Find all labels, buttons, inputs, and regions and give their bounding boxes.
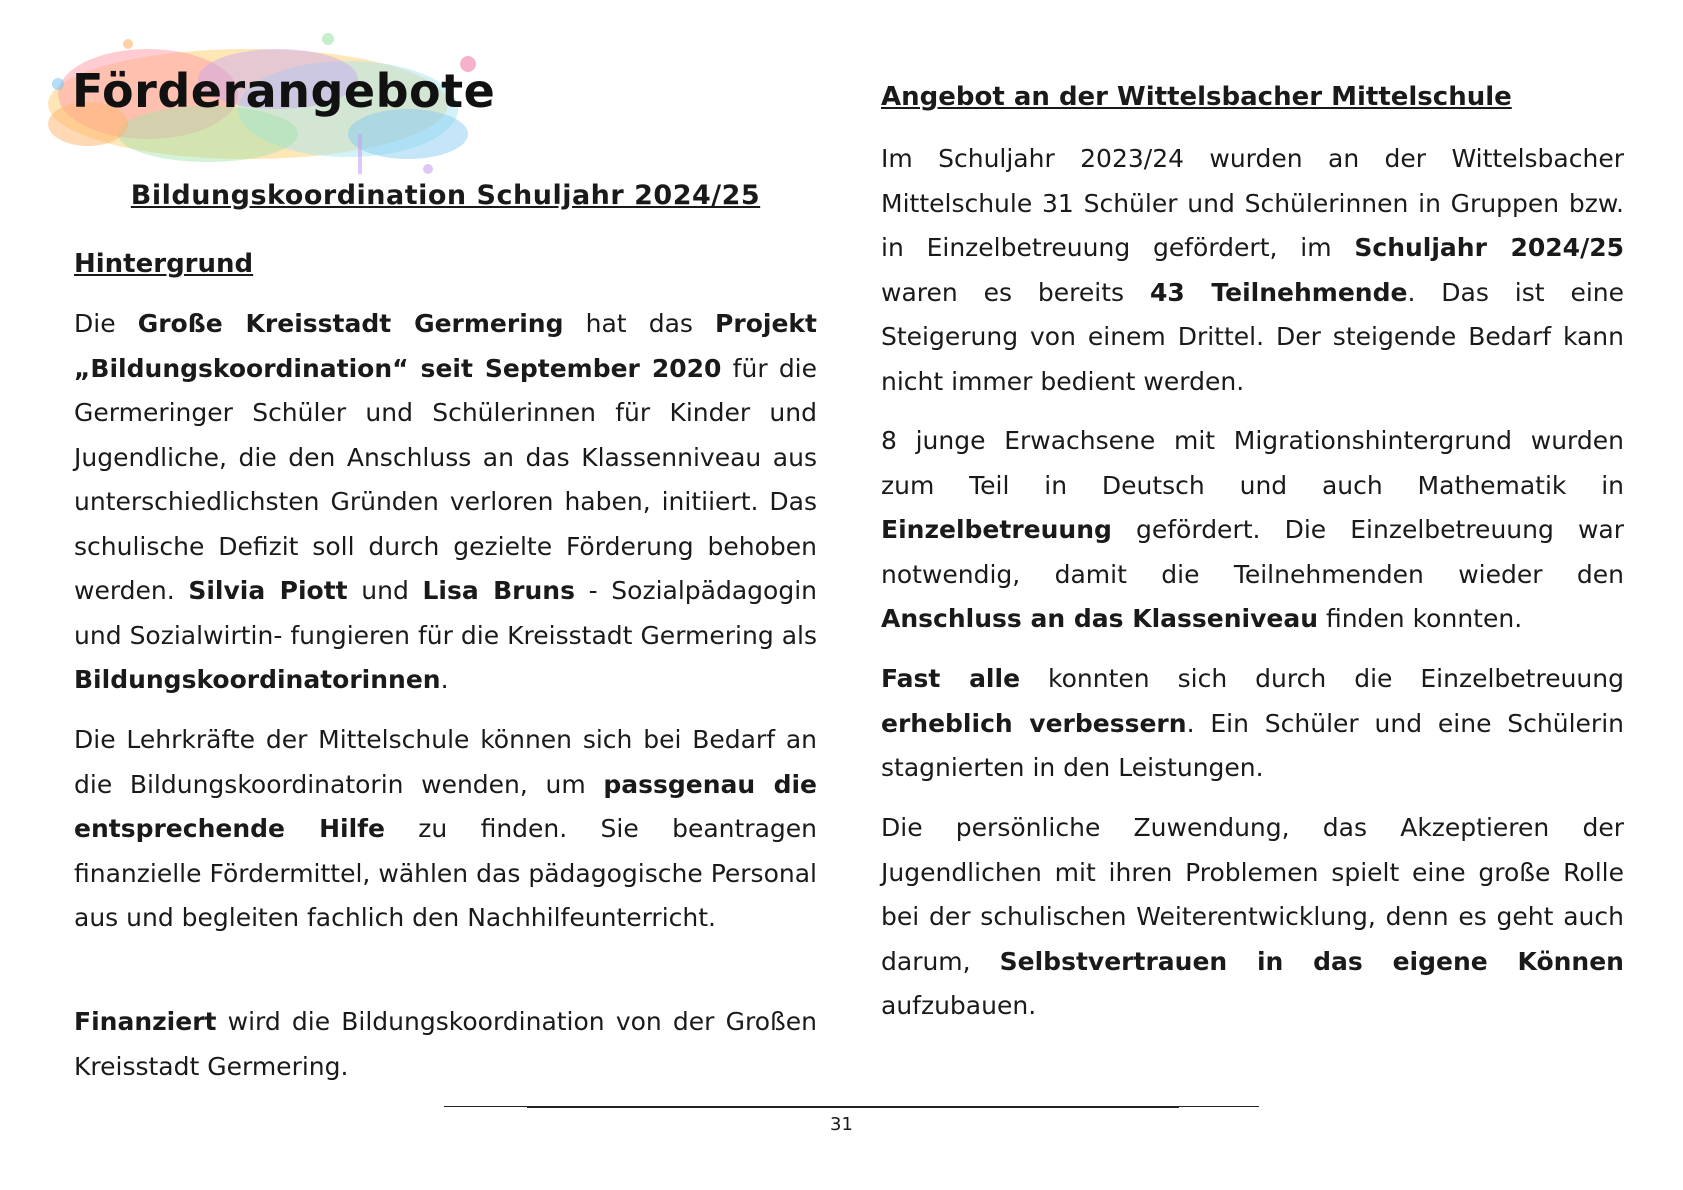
bold-text: Anschluss an das Klasseniveau [881,604,1319,633]
text-run: . Ein Schüler und eine Schülerin stagnierten in den Leistungen. [881,708,1624,782]
bold-text: Lisa Bruns [422,576,575,605]
text-run: . Das ist eine Steigerung von einem Drittel. Der steigende Bedarf kann nicht immer bedient werden. [881,277,1624,396]
text-run: konnten sich durch die Einzelbetreuung [1020,664,1624,693]
paragraph [881,137,1624,404]
heading-angebot: Angebot an der Wittelsbacher Mittelschule [881,82,1512,112]
paragraph [74,1000,817,1089]
paragraph [881,806,1624,1029]
bold-text: Finanziert [74,1007,217,1036]
footer-divider-bold [527,1106,1179,1108]
text-run: wird die Bildungskoordination von der Großen Kreisstadt Germering. [74,1007,817,1081]
paragraph [74,302,817,703]
text-run: für die Germeringer Schüler und Schülerinnen für Kinder und Jugendliche, die den Anschluss an das Klassenniveau aus unterschiedlichsten Gründen verloren haben, initiiert. Das schulische Defizit soll durch gezielte Förderung behoben werden. [74,353,818,605]
bold-text: 43 Teilnehmende [1149,277,1408,307]
bold-text: passgenau die entsprechende Hilfe [74,769,817,843]
bold-text: Bildungskoordinatorinnen [74,665,441,694]
text-run: aufzubauen. [881,991,1037,1020]
paragraph [881,419,1624,642]
page-subtitle: Bildungskoordination Schuljahr 2024/25 [130,180,761,211]
bold-text: Schuljahr 2024/25 [1354,233,1624,262]
text-run: Im Schuljahr 2023/24 wurden an der Wittelsbacher Mittelschule 31 Schüler und Schülerinnen in Gruppen bzw. in Einzelbetreuung gefördert, im [881,144,1624,262]
bold-text: Einzelbetreuung [881,515,1112,544]
paragraph [881,657,1624,791]
text-run: gefördert. Die Einzelbetreuung war notwendig, damit die Teilnehmenden wieder den [881,515,1624,589]
text-run: zu finden. Sie beantragen finanzielle Fördermittel, wählen das pädagogische Personal aus und begleiten fachlich den Nachhilfeunterricht. [74,814,817,932]
text-run: und [347,576,423,605]
text-run: Die Lehrkräfte der Mittelschule können sich bei Bedarf an die Bildungskoordinatorin wenden, um [74,725,817,799]
bold-text: Fast alle [881,664,1021,693]
bold-text: Große Kreisstadt Germering [137,309,564,338]
bold-text: Projekt „Bildungskoordination“ seit September 2020 [74,309,817,383]
text-run: waren es bereits [881,277,1150,307]
bold-text: Selbstvertrauen in das eigene Können [999,946,1624,976]
text-run: finden konnten. [1318,604,1523,633]
text-run: 8 junge Erwachsene mit Migrationshintergrund wurden zum Teil in Deutsch und auch Mathematik in [881,426,1624,500]
text-run: - Sozialpädagogin und Sozialwirtin- fungieren für die Kreisstadt Germering als [74,576,817,650]
text-run: hat das [563,309,716,338]
text-run: Die persönliche Zuwendung, das Akzeptieren der Jugendlichen mit ihren Problemen spielt eine große Rolle bei der schulischen Weiterentwicklung, denn es geht auch darum, [881,813,1624,976]
text-run: . [440,665,449,694]
bold-text: Silvia Piott [188,576,348,605]
text-run: Die [74,309,138,338]
heading-hintergrund: Hintergrund [74,249,254,279]
page-title: Förderangebote [72,64,496,118]
paragraph [74,718,817,941]
page-number: 31 [830,1114,853,1135]
bold-text: erheblich verbessern [881,708,1187,738]
